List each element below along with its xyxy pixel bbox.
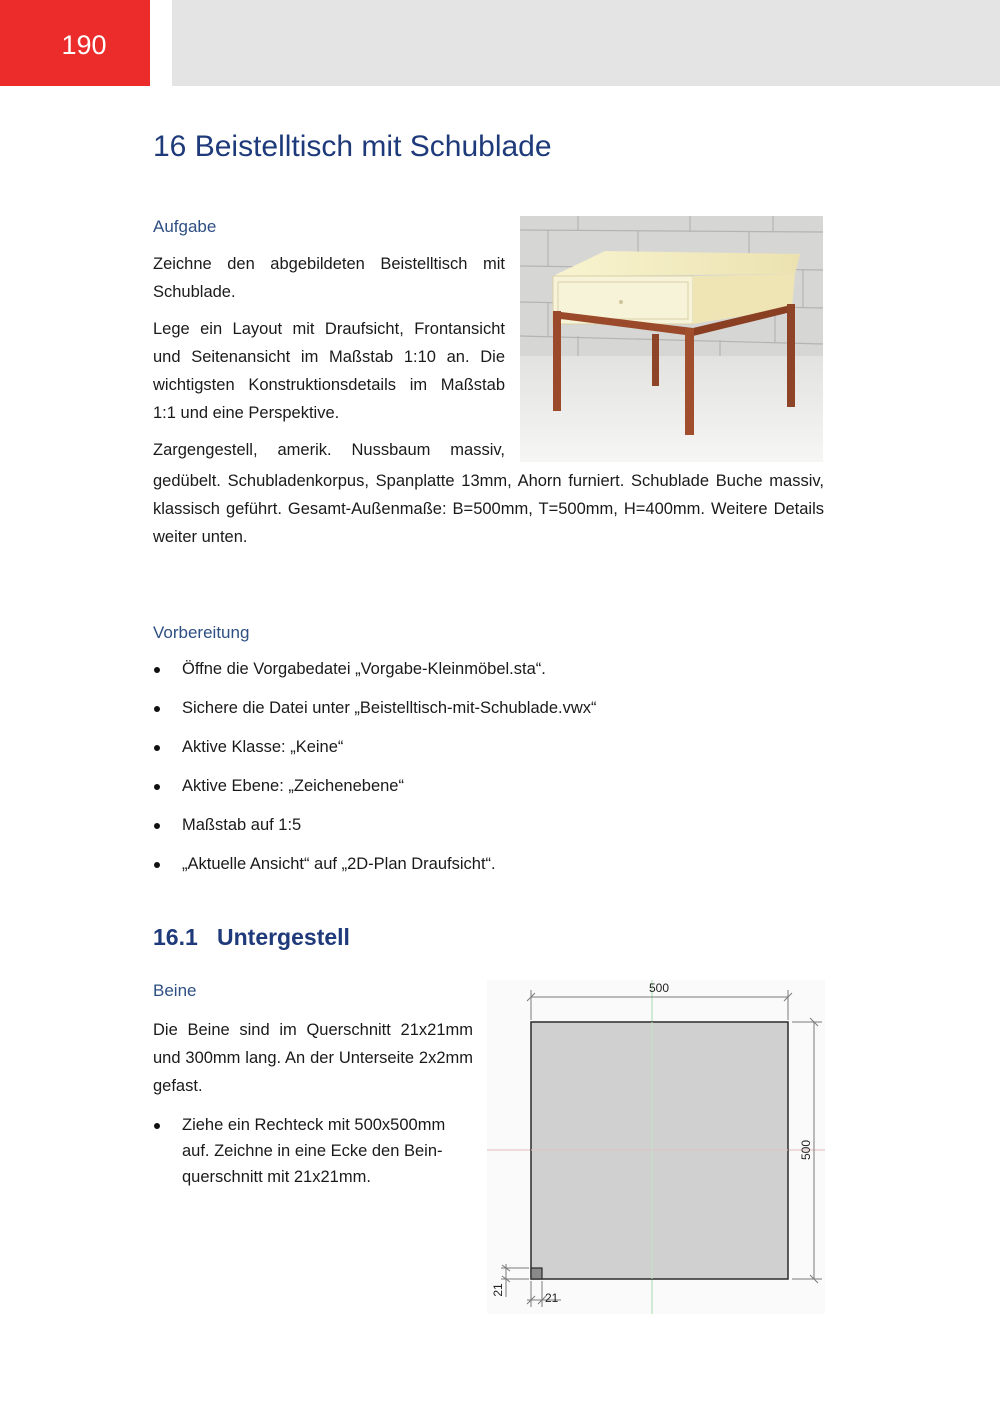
list-item — [153, 1112, 473, 1190]
section-number: 16.1 — [153, 924, 198, 950]
product-image — [520, 216, 823, 462]
chapter-title: 16 Beistelltisch mit Schublade — [153, 130, 552, 163]
beine-section — [153, 980, 473, 1203]
cad-drawing-svg — [487, 980, 825, 1314]
dimension-height-label: 500 — [799, 1139, 813, 1161]
list-item — [153, 773, 824, 799]
list-item-text: Öffne die Vorgabedatei „Vorgabe-Kleinmöbel.sta“. — [182, 660, 546, 678]
list-item-text: „Aktuelle Ansicht“ auf „2D-Plan Draufsicht“. — [182, 855, 496, 873]
vorbereitung-list — [153, 656, 824, 877]
leg-cross-section — [531, 1268, 542, 1279]
beine-heading: Beine — [153, 981, 197, 1000]
section-name: Untergestell — [217, 924, 350, 950]
list-item — [153, 656, 824, 682]
section-title — [153, 924, 350, 951]
aufgabe-paragraph-1: Zeichne den abgebildeten Beistelltisch mit Schublade. — [153, 255, 505, 301]
dimension-leg-height-label: 21 — [491, 1283, 505, 1297]
side-table-render-icon — [520, 216, 823, 462]
dimension-leg-height — [501, 1264, 529, 1297]
aufgabe-paragraph-3b: gedübelt. Schubladenkorpus, Spanplatte 13mm, Ahorn furniert. Schublade Buche massiv, klassisch geführt. Gesamt-Außenmaße: B=500mm, T=500mm, H=400mm. Weitere Details weiter unten. — [153, 472, 824, 546]
bullet-icon — [154, 862, 160, 868]
list-item-line: querschnitt mit 21x21mm. — [182, 1168, 371, 1186]
leg-front-left — [553, 311, 561, 411]
bullet-icon — [154, 667, 160, 673]
dimension-leg-width-label: 21 — [545, 1291, 559, 1305]
vorbereitung-section — [153, 622, 824, 890]
header-bar — [172, 0, 1000, 86]
dimension-width-label: 500 — [648, 981, 670, 995]
list-item-line: auf. Zeichne in eine Ecke den Bein- — [182, 1142, 443, 1160]
list-item — [153, 812, 824, 838]
bullet-icon — [154, 745, 160, 751]
list-item — [153, 851, 824, 877]
leg-front-right — [685, 328, 694, 435]
drawer-knob — [619, 300, 623, 304]
vorbereitung-heading: Vorbereitung — [153, 623, 250, 642]
list-item-line: Ziehe ein Rechteck mit 500x500mm — [182, 1116, 446, 1134]
aufgabe-section — [153, 216, 505, 464]
page-number: 190 — [61, 30, 107, 60]
list-item — [153, 734, 824, 760]
aufgabe-heading: Aufgabe — [153, 217, 217, 236]
bullet-icon — [154, 784, 160, 790]
bullet-icon — [154, 1123, 160, 1129]
leg-back-right — [787, 304, 795, 407]
aufgabe-paragraph-2: Lege ein Layout mit Draufsicht, Frontansicht und Seitenansicht im Maßstab 1:10 an. Die wichtigsten Konstruktionsdetails im Maßstab 1:1 und eine Perspektive. — [153, 320, 505, 422]
beine-list — [153, 1112, 473, 1190]
bullet-icon — [154, 706, 160, 712]
list-item-text: Aktive Ebene: „Zeichenebene“ — [182, 777, 404, 795]
beine-paragraph: Die Beine sind im Querschnitt 21x21mm und 300mm lang. An der Unterseite 2x2mm gefast. — [153, 1021, 473, 1095]
list-item — [153, 695, 824, 721]
bullet-icon — [154, 823, 160, 829]
list-item-text: Maßstab auf 1:5 — [182, 816, 302, 834]
leg-back-left — [652, 334, 659, 386]
aufgabe-paragraph-3a: Zargengestell, amerik. Nussbaum massiv, — [153, 441, 505, 459]
list-item-text: Sichere die Datei unter „Beistelltisch-mit-Schublade.vwx“ — [182, 699, 597, 717]
list-item-text: Aktive Klasse: „Keine“ — [182, 738, 344, 756]
cad-drawing — [487, 980, 825, 1314]
floor — [520, 356, 823, 462]
